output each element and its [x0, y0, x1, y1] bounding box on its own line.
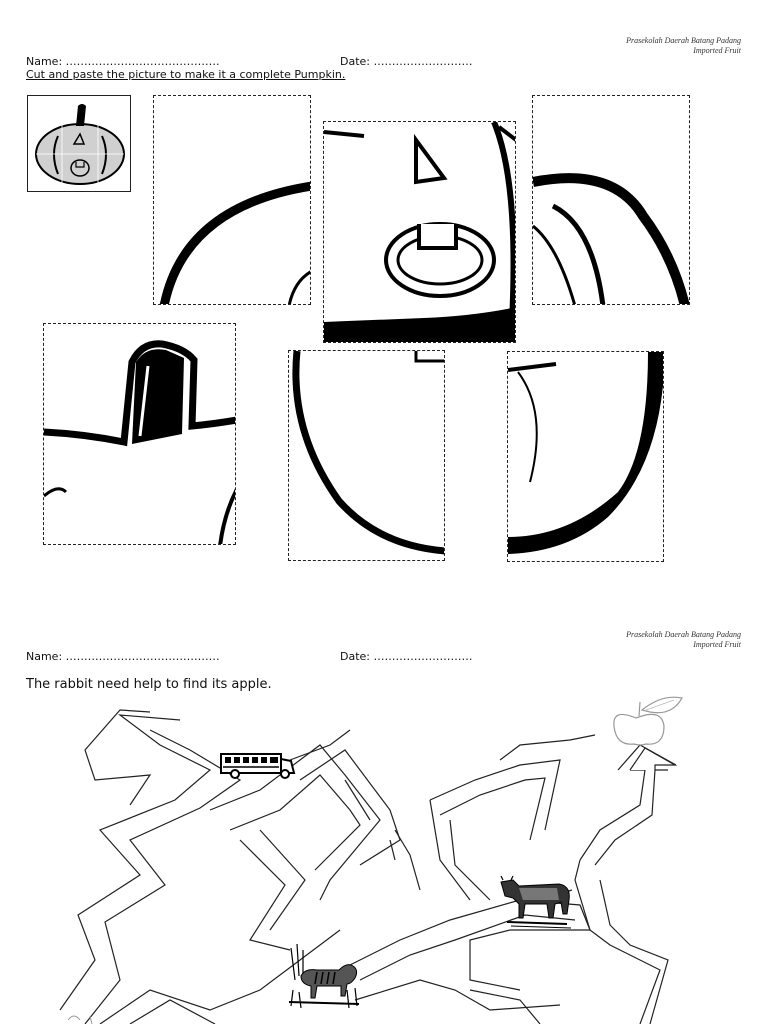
- date-field: Date: ………………………: [340, 650, 473, 663]
- school-bus-icon: [219, 751, 297, 781]
- puzzle-piece-stem[interactable]: [43, 323, 236, 545]
- school-name: Prasekolah Daerah Batang Padang: [626, 36, 741, 45]
- reference-pumpkin-icon: [27, 95, 131, 192]
- theme-name: Imported Fruit: [693, 46, 741, 55]
- name-field: Name: ……………………………………: [26, 55, 220, 68]
- school-header-1: [481, 36, 741, 56]
- cow-icon: [497, 874, 575, 930]
- puzzle-piece-face[interactable]: [323, 121, 516, 343]
- date-field: Date: ………………………: [340, 55, 473, 68]
- theme-name: Imported Fruit: [693, 640, 741, 649]
- puzzle-piece-left-top[interactable]: [153, 95, 311, 305]
- arrow-up-icon: [618, 745, 676, 770]
- puzzle-piece-right-top[interactable]: [532, 95, 690, 305]
- apple-icon: [606, 690, 688, 748]
- puzzle-piece-bottom-right[interactable]: [507, 351, 664, 562]
- tiger-icon: [287, 940, 362, 1010]
- school-header-2: [481, 630, 741, 650]
- instruction: Cut and paste the picture to make it a complete Pumpkin.: [26, 68, 346, 81]
- instruction: The rabbit need help to find its apple.: [26, 677, 272, 692]
- puzzle-piece-bottom-left[interactable]: [288, 350, 445, 561]
- school-name: Prasekolah Daerah Batang Padang: [626, 630, 741, 639]
- name-field: Name: ……………………………………: [26, 650, 220, 663]
